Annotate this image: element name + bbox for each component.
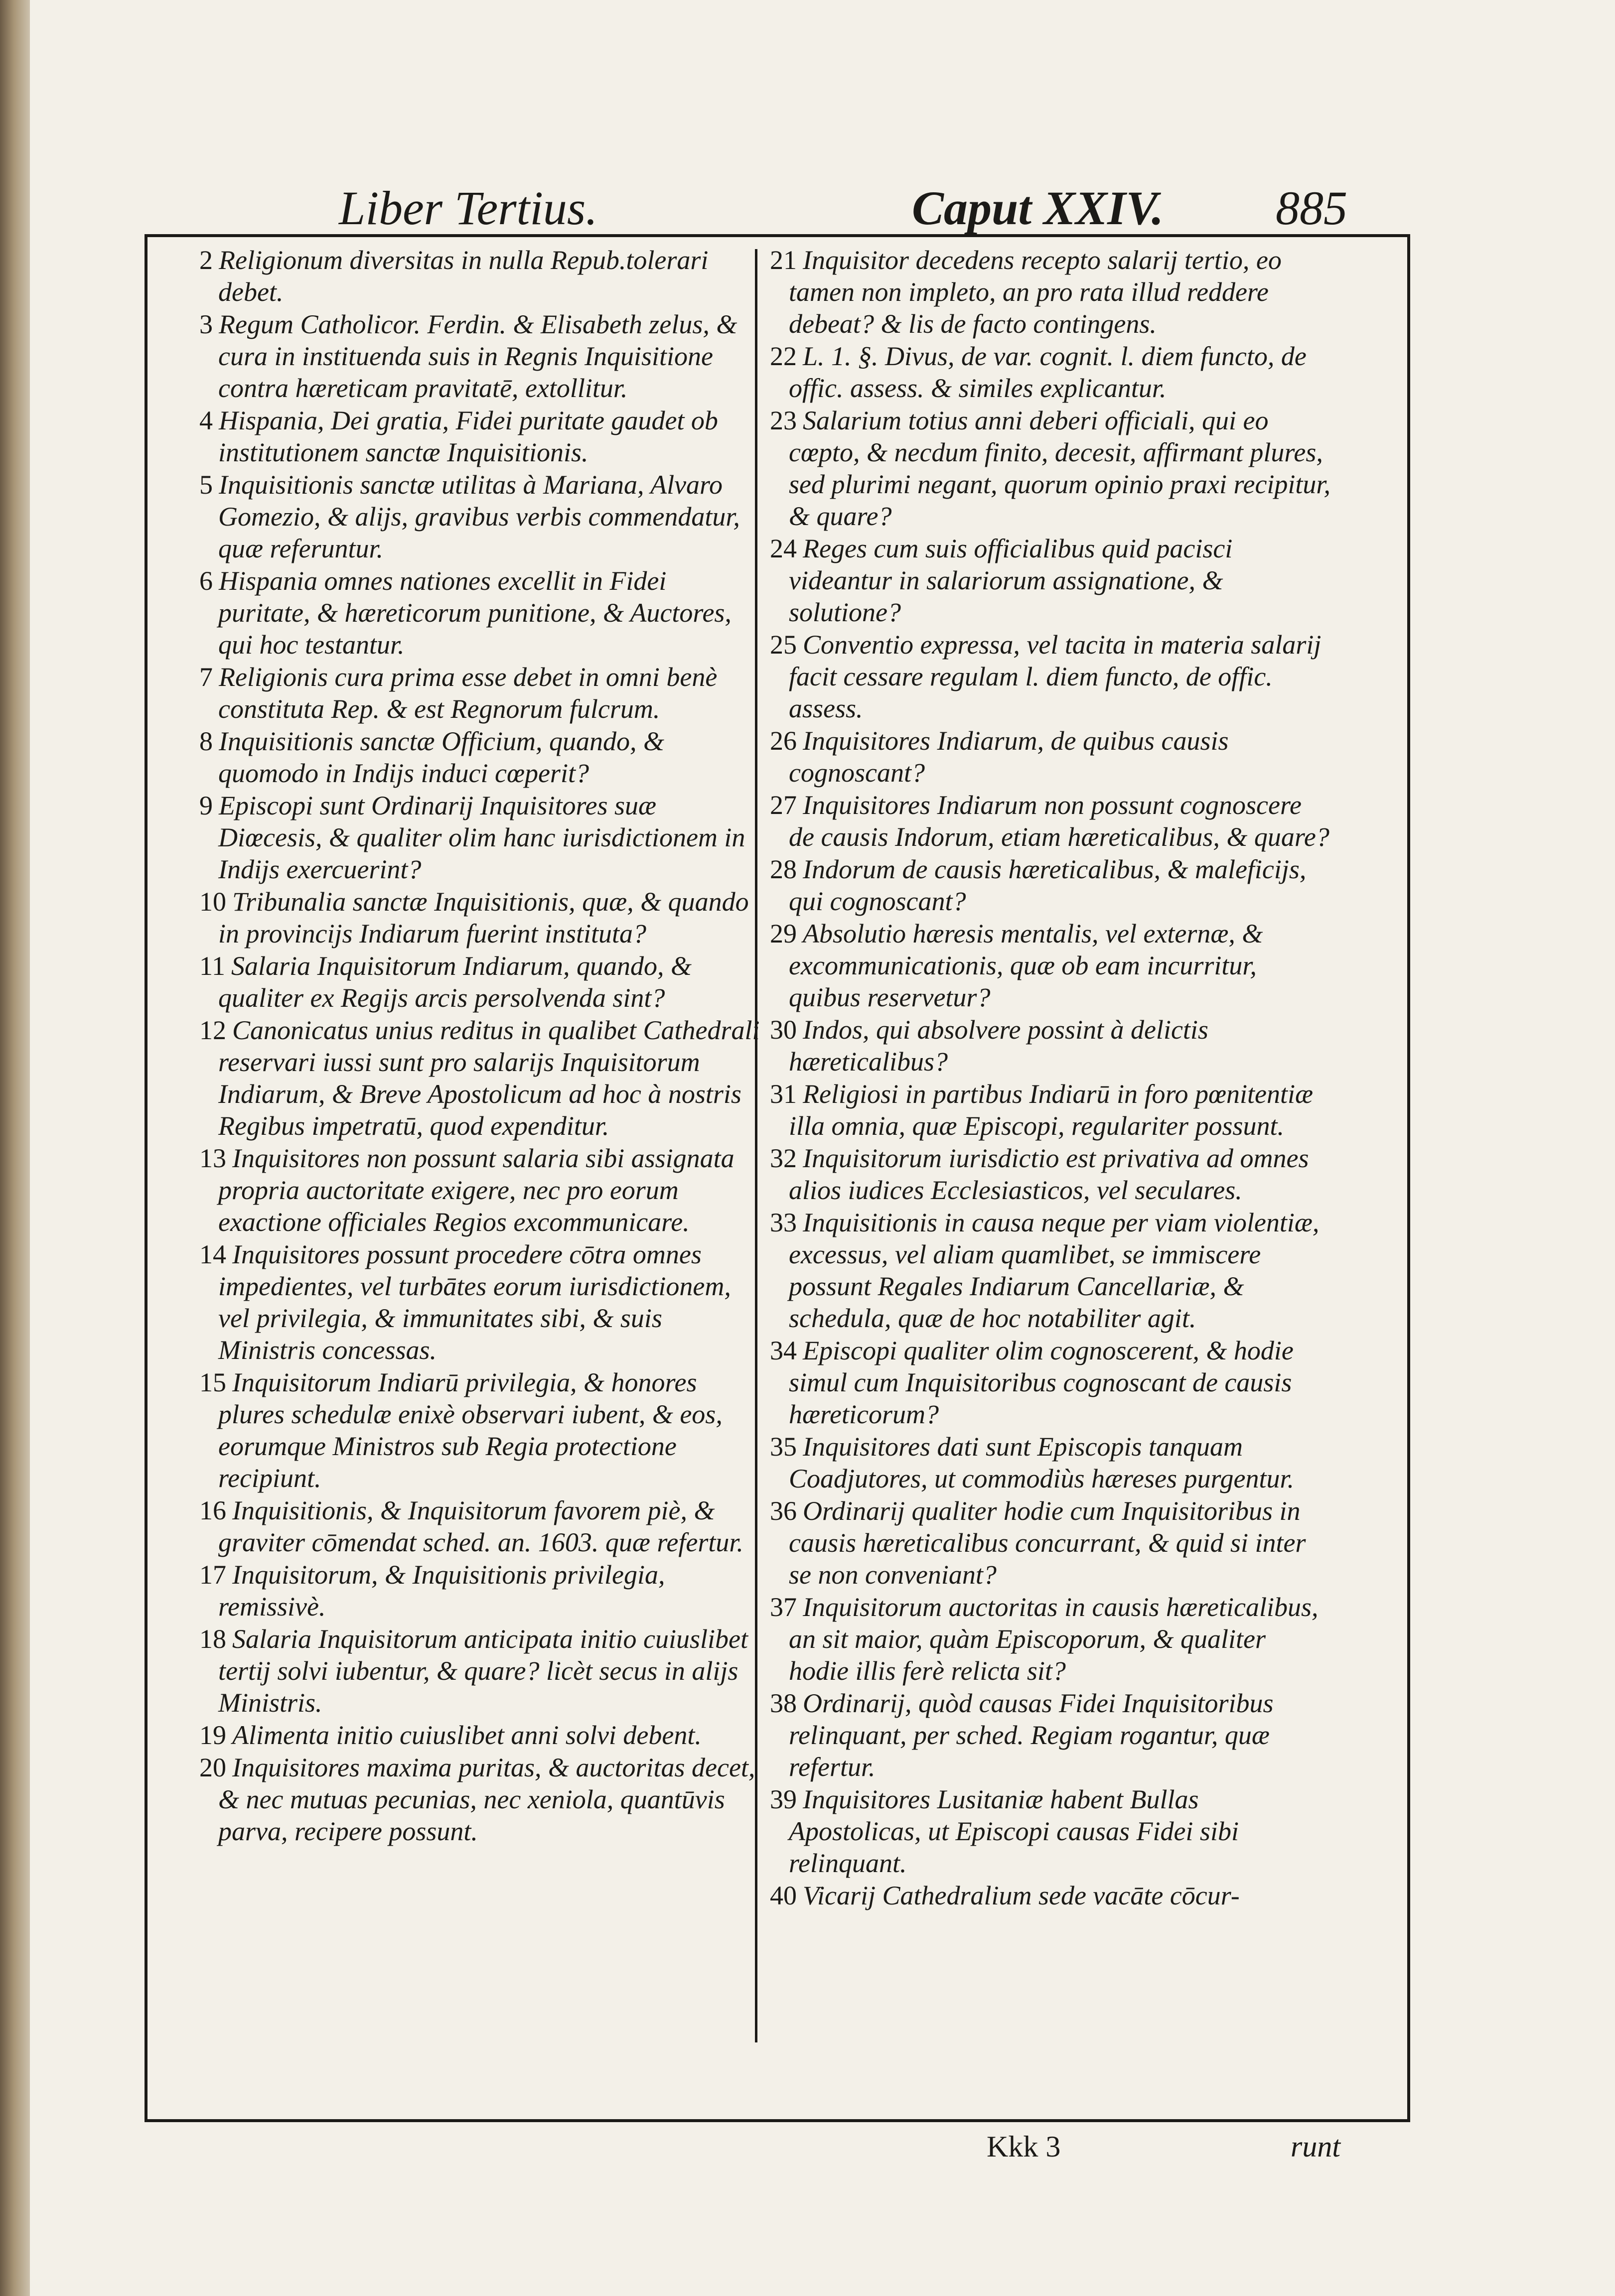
entry-text: Inquisitores maxima puritas, & auctoritas decet, & nec mutuas pecunias, nec xeniola, quantūvis parva, recipere possunt.: [218, 1753, 755, 1846]
entry-text: Inquisitionis in causa neque per viam violentiæ, excessus, vel aliam quamlibet, se immiscere possunt Regales Indiarum Cancellariæ, & schedula, quæ de hoc notabiliter agit.: [789, 1208, 1320, 1333]
entry-number: 38: [770, 1688, 797, 1718]
entry-number: 11: [199, 951, 225, 981]
entry-number: 13: [199, 1143, 226, 1173]
summary-column-left: [199, 244, 760, 2047]
summary-entry: [199, 244, 760, 308]
entry-number: 33: [770, 1208, 797, 1237]
entry-text: Tribunalia sanctæ Inquisitionis, quæ, & quando in provincijs Indiarum fuerint instituta?: [218, 887, 749, 948]
summary-entry: [199, 1494, 760, 1558]
summary-entry: [199, 469, 760, 564]
summary-entry: [199, 1719, 760, 1751]
summary-entry: [770, 1591, 1330, 1687]
entry-text: Hispania, Dei gratia, Fidei puritate gaudet ob institutionem sanctæ Inquisitionis.: [218, 405, 718, 467]
summary-entry: [199, 661, 760, 725]
entry-number: 35: [770, 1432, 797, 1462]
entry-text: Inquisitorum Indiarū privilegia, & honores plures schedulæ enixè observari iubent, & eos, eorumque Ministros sub Regia protectione recipiunt.: [218, 1367, 723, 1493]
entry-text: Inquisitionis sanctæ utilitas à Mariana, Alvaro Gomezio, & alijs, gravibus verbis commendatur, quæ referuntur.: [218, 470, 740, 563]
summary-entry: [199, 1014, 760, 1142]
entry-text: Religiosi in partibus Indiarū in foro pœnitentiæ illa omnia, quæ Episcopi, regulariter possunt.: [789, 1079, 1314, 1141]
summary-entry: [199, 1238, 760, 1366]
summary-entry: [199, 405, 760, 468]
entry-text: Inquisitores Indiarum, de quibus causis cognoscant?: [789, 726, 1229, 788]
entry-number: 8: [199, 726, 213, 756]
entry-text: Inquisitorum, & Inquisitionis privilegia, remissivè.: [218, 1560, 665, 1621]
entry-number: 17: [199, 1560, 226, 1590]
entry-text: Absolutio hæresis mentalis, vel externæ, & excommunicationis, quæ ob eam incurritur, quibus reservetur?: [789, 919, 1263, 1012]
entry-text: Salaria Inquisitorum anticipata initio cuiuslibet tertij solvi iubentur, & quare? licèt secus in alijs Ministris.: [218, 1624, 748, 1718]
summary-entry: [199, 1142, 760, 1238]
entry-text: Inquisitionis sanctæ Officium, quando, & quomodo in Indijs induci cœperit?: [218, 726, 665, 788]
summary-entry: [770, 725, 1330, 789]
entry-number: 7: [199, 662, 213, 692]
entry-number: 22: [770, 341, 797, 371]
entry-number: 29: [770, 919, 797, 948]
page-number: 885: [1276, 181, 1347, 235]
entry-number: 40: [770, 1881, 797, 1910]
entry-text: Indos, qui absolvere possint à delictis hæreticalibus?: [789, 1015, 1208, 1077]
catchword: runt: [1291, 2130, 1341, 2163]
entry-number: 34: [770, 1336, 797, 1365]
entry-number: 18: [199, 1624, 226, 1654]
summary-entry: [770, 1687, 1330, 1783]
running-head: [145, 179, 1410, 234]
entry-number: 27: [770, 790, 797, 820]
entry-number: 28: [770, 854, 797, 884]
summary-entry: [770, 853, 1330, 917]
entry-number: 23: [770, 405, 797, 435]
entry-number: 24: [770, 534, 797, 563]
entry-number: 9: [199, 791, 213, 820]
entry-number: 5: [199, 470, 213, 500]
summary-entry: [770, 1078, 1330, 1142]
page-footer: [145, 2130, 1410, 2184]
entry-number: 39: [770, 1784, 797, 1814]
summary-entry: [770, 533, 1330, 628]
entry-text: Alimenta initio cuiuslibet anni solvi debent.: [232, 1720, 702, 1750]
summary-entry: [770, 1014, 1330, 1078]
entry-text: Indorum de causis hæreticalibus, & maleficijs, qui cognoscant?: [789, 854, 1307, 916]
chapter-title: Caput XXIV.: [912, 181, 1164, 235]
summary-entry: [770, 340, 1330, 404]
entry-number: 32: [770, 1143, 797, 1173]
summary-entry: [770, 244, 1330, 340]
entry-number: 30: [770, 1015, 797, 1045]
entry-text: Inquisitores Lusitaniæ habent Bullas Apostolicas, ut Episcopi causas Fidei sibi relinquant.: [789, 1784, 1239, 1878]
entry-text: Inquisitores non possunt salaria sibi assignata propria auctoritate exigere, nec pro eorum exactione officiales Regios excommunicare.: [218, 1143, 734, 1237]
entry-number: 15: [199, 1367, 226, 1397]
entry-text: Vicarij Cathedralium sede vacāte cōcur-: [803, 1881, 1240, 1910]
entry-number: 37: [770, 1592, 797, 1622]
entry-text: Reges cum suis officialibus quid pacisci videantur in salariorum assignatione, & solutione?: [789, 534, 1233, 627]
gathering-signature: Kkk 3: [987, 2130, 1061, 2163]
entry-number: 14: [199, 1239, 226, 1269]
entry-number: 4: [199, 405, 213, 435]
summary-entry: [199, 725, 760, 789]
summary-entry: [199, 886, 760, 949]
summary-entry: [199, 1752, 760, 1847]
entry-text: Salaria Inquisitorum Indiarum, quando, & qualiter ex Regijs arcis persolvenda sint?: [218, 951, 692, 1013]
summary-entry: [770, 1431, 1330, 1494]
entry-text: Episcopi sunt Ordinarij Inquisitores suæ Diœcesis, & qualiter olim hanc iurisdictionem in Indijs exercuerint?: [218, 791, 745, 884]
entry-text: Inquisitor decedens recepto salarij tertio, eo tamen non impleto, an pro rata illud reddere debeat? & lis de facto contingens.: [789, 245, 1282, 339]
summary-entry: [199, 790, 760, 885]
entry-number: 36: [770, 1496, 797, 1526]
entry-number: 31: [770, 1079, 797, 1109]
entry-text: Inquisitores possunt procedere cōtra omnes impedientes, vel turbātes eorum iurisdictionem, vel privilegia, & immunitates sibi, & suis Ministris concessas.: [218, 1239, 731, 1365]
entry-text: Inquisitores dati sunt Episcopis tanquam Coadjutores, ut commodiùs hæreses purgentur.: [789, 1432, 1295, 1493]
summary-entry: [770, 789, 1330, 853]
summary-entry: [770, 1495, 1330, 1591]
summary-entry: [770, 1207, 1330, 1334]
summary-entry: [770, 1783, 1330, 1879]
book-title: Liber Tertius.: [339, 181, 598, 235]
summary-entry: [199, 565, 760, 661]
summary-entry: [199, 1559, 760, 1622]
entry-number: 26: [770, 726, 797, 756]
entry-number: 20: [199, 1753, 226, 1782]
entry-number: 19: [199, 1720, 226, 1750]
entry-text: Regum Catholicor. Ferdin. & Elisabeth zelus, & cura in instituenda suis in Regnis Inquisitione contra hæreticam pravitatē, extollitur.: [218, 309, 737, 403]
entry-text: Episcopi qualiter olim cognoscerent, & hodie simul cum Inquisitoribus cognoscant de causis hæreticorum?: [789, 1336, 1294, 1429]
entry-text: Canonicatus unius reditus in qualibet Cathedrali reservari iussi sunt pro salarijs Inquisitorum Indiarum, & Breve Apostolicum ad hoc à nostris Regibus impetratū, quod expenditur.: [218, 1015, 760, 1141]
entry-number: 25: [770, 630, 797, 660]
summary-entry: [770, 405, 1330, 532]
summary-entry: [199, 1623, 760, 1719]
entry-number: 16: [199, 1495, 226, 1525]
entry-text: Salarium totius anni deberi officiali, qui eo cœpto, & necdum finito, decesit, affirmant plures, sed plurimi negant, quorum opinio praxi recipitur, & quare?: [789, 405, 1330, 531]
summary-entry: [770, 918, 1330, 1013]
entry-number: 21: [770, 245, 797, 275]
summary-entry: [770, 1880, 1330, 1911]
summary-entry: [199, 308, 760, 404]
entry-text: L. 1. §. Divus, de var. cognit. l. diem functo, de offic. assess. & similes explicantur.: [789, 341, 1307, 403]
entry-number: 10: [199, 887, 226, 917]
entry-text: Inquisitorum auctoritas in causis hæreticalibus, an sit maior, quàm Episcoporum, & qualiter hodie illis ferè relicta sit?: [789, 1592, 1319, 1686]
summary-entry: [199, 950, 760, 1014]
summary-entry: [770, 629, 1330, 724]
entry-text: Inquisitionis, & Inquisitorum favorem piè, & graviter cōmendat sched. an. 1603. quæ refertur.: [218, 1495, 743, 1557]
entry-number: 3: [199, 309, 213, 339]
entry-text: Religionis cura prima esse debet in omni benè constituta Rep. & est Regnorum fulcrum.: [218, 662, 718, 724]
summary-column-right: [770, 244, 1330, 2047]
entry-text: Ordinarij qualiter hodie cum Inquisitoribus in causis hæreticalibus concurrant, & quid si inter se non conveniant?: [789, 1496, 1306, 1590]
entry-text: Ordinarij, quòd causas Fidei Inquisitoribus relinquant, per sched. Regiam rogantur, quæ refertur.: [789, 1688, 1274, 1782]
entry-number: 2: [199, 245, 213, 275]
summary-entry: [770, 1142, 1330, 1206]
summary-entry: [199, 1366, 760, 1494]
entry-text: Hispania omnes nationes excellit in Fidei puritate, & hæreticorum punitione, & Auctores, qui hoc testantur.: [218, 566, 732, 660]
summary-entry: [770, 1335, 1330, 1430]
entry-text: Inquisitores Indiarum non possunt cognoscere de causis Indorum, etiam hæreticalibus, & quare?: [789, 790, 1329, 852]
entry-text: Conventio expressa, vel tacita in materia salarij facit cessare regulam l. diem functo, de offic. assess.: [789, 630, 1321, 723]
entry-text: Religionum diversitas in nulla Repub.tolerari debet.: [218, 245, 709, 307]
entry-number: 6: [199, 566, 213, 596]
entry-text: Inquisitorum iurisdictio est privativa ad omnes alios iudices Ecclesiasticos, vel seculares.: [789, 1143, 1309, 1205]
entry-number: 12: [199, 1015, 226, 1045]
